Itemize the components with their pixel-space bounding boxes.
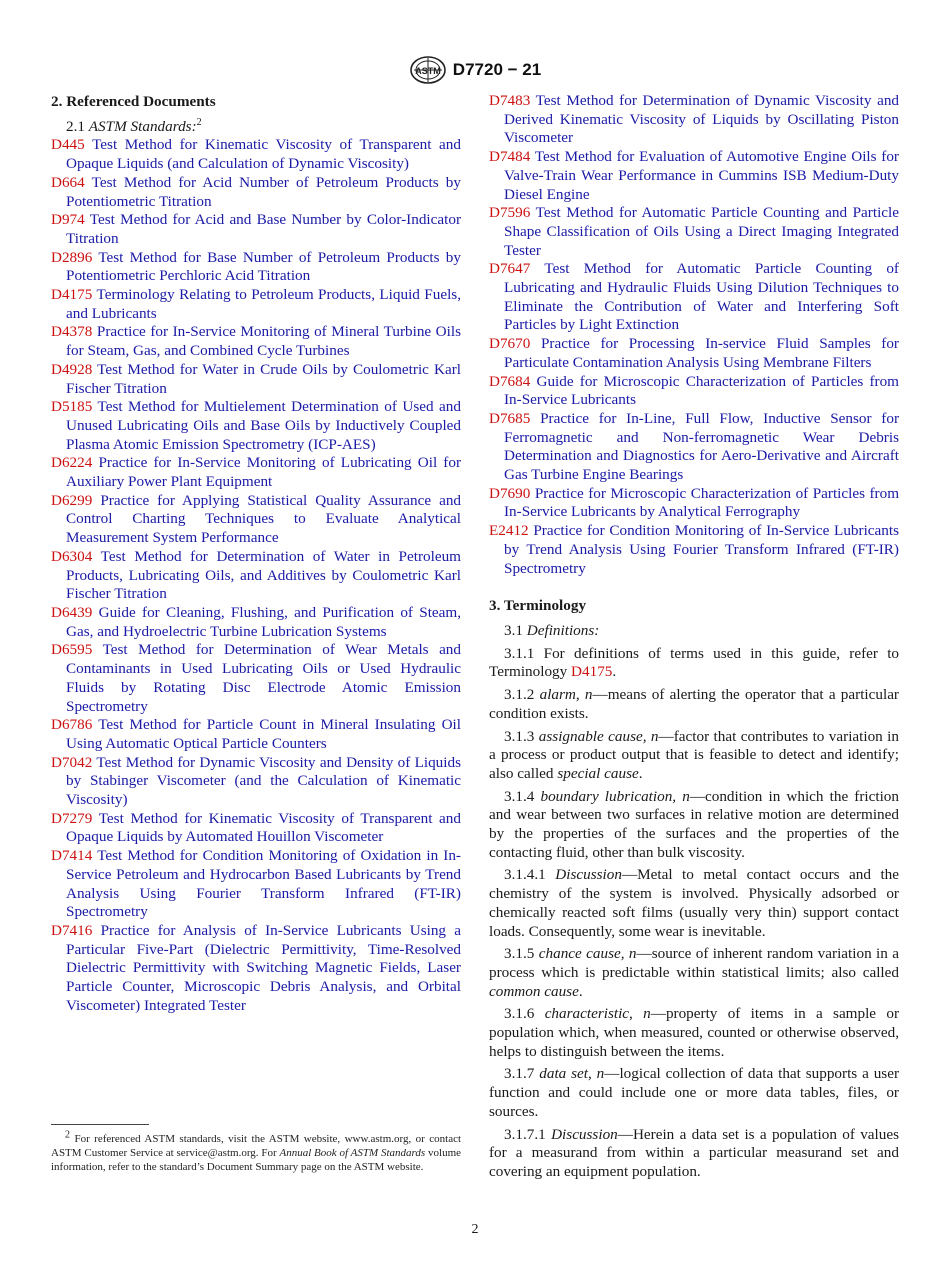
reference-title: Test Method for Determination of Water in Petroleum Products, Lubricating Oils, and Additives by Coulometric Karl Fischer Titration — [66, 547, 461, 603]
reference-title: Practice for Processing In-service Fluid Samples for Particulate Contamination Analysis Using Membrane Filters — [504, 335, 899, 371]
astm-logo-icon — [409, 55, 447, 85]
definition-3-1-1: 3.1.1 For definitions of terms used in this guide, refer to Terminology D4175. — [489, 644, 900, 681]
page-number: 2 — [471, 1222, 479, 1237]
reference-code[interactable]: D7483 — [489, 92, 531, 109]
reference-title: Test Method for Kinematic Viscosity of Transparent and Opaque Liquids (and Calculation of Dynamic Viscosity) — [66, 136, 461, 173]
reference-item[interactable] — [489, 92, 899, 148]
reference-item[interactable] — [51, 136, 461, 173]
reference-title: Practice for Microscopic Characterization of Particles from In-Service Lubricants by Analytical Ferrography — [504, 484, 900, 521]
reference-item[interactable] — [51, 604, 461, 641]
reference-item[interactable] — [489, 148, 899, 204]
reference-item[interactable] — [51, 810, 461, 847]
discussion-3-1-4-1: 3.1.4.1 Discussion—Metal to metal contact occurs and the chemistry of the system is involved. Physically adsorbed or chemically reacted soft films (usually very thin) support contact loads. Consequently, some wear is inevitable. — [489, 866, 900, 940]
reference-title: Practice for Applying Statistical Quality Assurance and Control Charting Techniques to Evaluate Analytical Measurement System Performance — [66, 491, 462, 547]
reference-code[interactable]: D6595 — [51, 641, 93, 659]
reference-code[interactable]: D6224 — [51, 454, 93, 472]
reference-code[interactable]: D7690 — [489, 484, 531, 502]
reference-title: Test Method for Automatic Particle Counting of Lubricating and Hydraulic Fluids Using Dilution Techniques to Eliminate the Contribution of Water and Interfering Soft Particles by Light Extinction — [504, 260, 899, 334]
reference-code[interactable]: D7647 — [489, 260, 531, 278]
reference-link[interactable]: D4175 — [571, 663, 613, 681]
reference-code[interactable]: D7042 — [51, 753, 93, 771]
discussion-3-1-7-1: 3.1.7.1 Discussion—Herein a data set is a population of values for a measurand from within a particular measurand set and covering an equipment population. — [489, 1125, 900, 1180]
section-spacer — [489, 578, 899, 596]
reference-code[interactable]: D7684 — [489, 372, 531, 390]
reference-title: Test Method for Automatic Particle Counting and Particle Shape Classification of Oils Using a Direct Imaging Integrated Tester — [504, 204, 899, 259]
reference-item[interactable] — [51, 641, 461, 716]
reference-title: Practice for In-Service Monitoring of Mineral Turbine Oils for Steam, Gas, and Combined Cycle Turbines — [66, 323, 462, 360]
reference-title: Guide for Cleaning, Flushing, and Purification of Steam, Gas, and Hydroelectric Turbine Lubrication Systems — [66, 603, 462, 640]
footnote-divider — [51, 1124, 149, 1125]
reference-code[interactable]: D6439 — [51, 603, 93, 621]
document-designation: D7720 − 21 — [452, 60, 542, 79]
reference-code[interactable]: D7670 — [489, 335, 531, 353]
definition-3-1-5: 3.1.5 chance cause, n—source of inherent random variation in a process which is predictable within statistical limits; also called common cause. — [489, 945, 899, 1000]
reference-code[interactable]: D7416 — [51, 921, 93, 939]
reference-code[interactable]: D6299 — [51, 491, 93, 509]
section-3-heading: 3. Terminology — [489, 597, 587, 615]
reference-title: Test Method for Acid and Base Number by Color-Indicator Titration — [66, 211, 462, 247]
reference-item[interactable] — [489, 522, 899, 578]
reference-title: Test Method for Determination of Wear Metals and Contaminants in Used Lubricating Oils or Used Hydraulic Fluids by Rotating Disc Electrode Atomic Emission Spectrometry — [66, 641, 461, 715]
reference-title: Guide for Microscopic Characterization of Particles from In-Service Lubricants — [504, 372, 899, 409]
reference-item[interactable] — [51, 716, 461, 753]
reference-title: Test Method for Evaluation of Automotive Engine Oils for Valve-Train Wear Performance in Cummins ISB Medium-Duty Diesel Engine — [504, 148, 899, 203]
reference-item[interactable] — [489, 373, 899, 410]
definition-3-1-7: 3.1.7 data set, n—logical collection of data that supports a user function and could include one or more data tables, files, or sources. — [489, 1065, 900, 1120]
reference-title: Test Method for Base Number of Petroleum Products by Potentiometric Perchloric Acid Titration — [66, 248, 461, 285]
reference-code[interactable]: E2412 — [489, 522, 529, 540]
left-column — [51, 92, 461, 1015]
reference-title: Test Method for Water in Crude Oils by Coulometric Karl Fischer Titration — [66, 360, 461, 397]
section-2-heading: 2. Referenced Documents — [51, 93, 216, 110]
reference-title: Test Method for Multielement Determination of Used and Unused Lubricating Oils and Base Oils by Inductively Coupled Plasma Atomic Emission Spectrometry (ICP-AES) — [66, 398, 461, 453]
reference-title: Test Method for Acid Number of Petroleum Products by Potentiometric Titration — [66, 173, 461, 210]
reference-item[interactable] — [489, 260, 899, 335]
reference-code[interactable]: D4378 — [51, 323, 93, 341]
reference-item[interactable] — [51, 286, 461, 323]
reference-item[interactable] — [51, 922, 461, 1016]
reference-item[interactable] — [489, 485, 899, 522]
section-2-1-heading: 2.1 ASTM Standards:$^2$ — [66, 116, 202, 135]
footnote: $^2$ For referenced ASTM standards, visit the ASTM website, www.astm.org, or contact ASTM Customer Service at service@astm.org. For Annual Book of ASTM Standards volume information, refer to the standard’s Document Summary page on the ASTM website. — [51, 1129, 462, 1173]
reference-item[interactable] — [51, 847, 461, 922]
reference-item[interactable] — [51, 548, 461, 604]
right-column — [489, 92, 899, 1182]
reference-code[interactable]: D7484 — [489, 148, 531, 166]
reference-title: Test Method for Determination of Dynamic Viscosity and Derived Kinematic Viscosity of Liquids by Oscillating Piston Viscometer — [504, 92, 900, 147]
reference-code[interactable]: D7414 — [51, 847, 93, 865]
reference-item[interactable] — [51, 398, 461, 454]
page-header — [0, 52, 950, 88]
reference-title: Test Method for Kinematic Viscosity of Transparent and Opaque Liquids by Automated Houillon Viscometer — [66, 809, 461, 846]
definitions-heading: 3.1 Definitions: — [504, 621, 600, 639]
reference-title: Test Method for Condition Monitoring of Oxidation in In-Service Petroleum and Hydrocarbon Based Lubricants by Trend Analysis Using Fourier Transform Infrared (FT-IR) Spectrometry — [66, 847, 461, 921]
reference-code[interactable]: D6304 — [51, 547, 93, 565]
definition-3-1-4: 3.1.4 boundary lubrication, n—condition in which the friction and wear between two surfaces in relative motion are determined by the properties of the surfaces and the properties of the contacting fluid, other than bulk viscosity. — [489, 787, 899, 861]
reference-code[interactable]: D4928 — [51, 360, 93, 378]
reference-code[interactable]: D7279 — [51, 809, 93, 827]
svg-text:ASTM: ASTM — [415, 66, 441, 76]
reference-item[interactable] — [489, 410, 899, 485]
reference-title: Terminology Relating to Petroleum Products, Liquid Fuels, and Lubricants — [66, 286, 462, 322]
reference-item[interactable] — [51, 754, 461, 810]
reference-code[interactable]: D5185 — [51, 398, 93, 416]
reference-title: Test Method for Dynamic Viscosity and Density of Liquids by Stabinger Viscometer (and the Calculation of Kinematic Viscosity) — [66, 753, 461, 809]
reference-item[interactable] — [51, 174, 461, 211]
reference-item[interactable] — [51, 323, 461, 360]
reference-title: Practice for Condition Monitoring of In-Service Lubricants by Trend Analysis Using Fourier Transform Infrared (FT-IR) Spectrometry — [504, 522, 899, 577]
reference-code[interactable]: D7596 — [489, 204, 531, 222]
reference-code[interactable]: D6786 — [51, 716, 93, 734]
reference-title: Practice for Analysis of In-Service Lubricants Using a Particular Five-Part (Dielectric Permittivity, Time-Resolved Dielectric Permittivity with Switching Magnetic Fields, Laser Particle Counter, Microscopic Debris Analysis, and Orbital Viscometer) Integrated Tester — [66, 921, 461, 1014]
reference-code[interactable]: D4175 — [51, 286, 93, 304]
reference-item[interactable] — [51, 211, 461, 248]
reference-code[interactable]: D974 — [51, 211, 85, 229]
definition-3-1-3: 3.1.3 assignable cause, n—factor that contributes to variation in a process or product output that is feasible to detect and identify; also called special cause. — [489, 727, 899, 782]
reference-code[interactable]: D7685 — [489, 409, 531, 427]
reference-item[interactable] — [51, 249, 461, 286]
reference-title: Practice for In-Line, Full Flow, Inductive Sensor for Ferromagnetic and Non-ferromagnetic Wear Debris Determination and Diagnostics for Aero-Derivative and Aircraft Gas Turbine Engine Bearings — [504, 409, 899, 484]
reference-title: Test Method for Particle Count in Mineral Insulating Oil Using Automatic Optical Particle Counters — [66, 716, 461, 752]
reference-code[interactable]: D2896 — [51, 248, 93, 266]
reference-item[interactable] — [489, 335, 899, 372]
definition-3-1-2: 3.1.2 alarm, n—means of alerting the operator that a particular condition exists. — [489, 686, 899, 722]
definition-3-1-6: 3.1.6 characteristic, n—property of items in a sample or population which, when measured, counted or otherwise observed, helps to distinguish between the items. — [489, 1005, 900, 1060]
reference-code[interactable]: D445 — [51, 136, 85, 154]
reference-item[interactable] — [489, 204, 899, 260]
reference-item[interactable] — [51, 492, 461, 548]
reference-item[interactable] — [51, 361, 461, 398]
reference-title: Practice for In-Service Monitoring of Lubricating Oil for Auxiliary Power Plant Equipment — [66, 454, 462, 491]
reference-code[interactable]: D664 — [51, 173, 85, 191]
reference-item[interactable] — [51, 454, 461, 491]
